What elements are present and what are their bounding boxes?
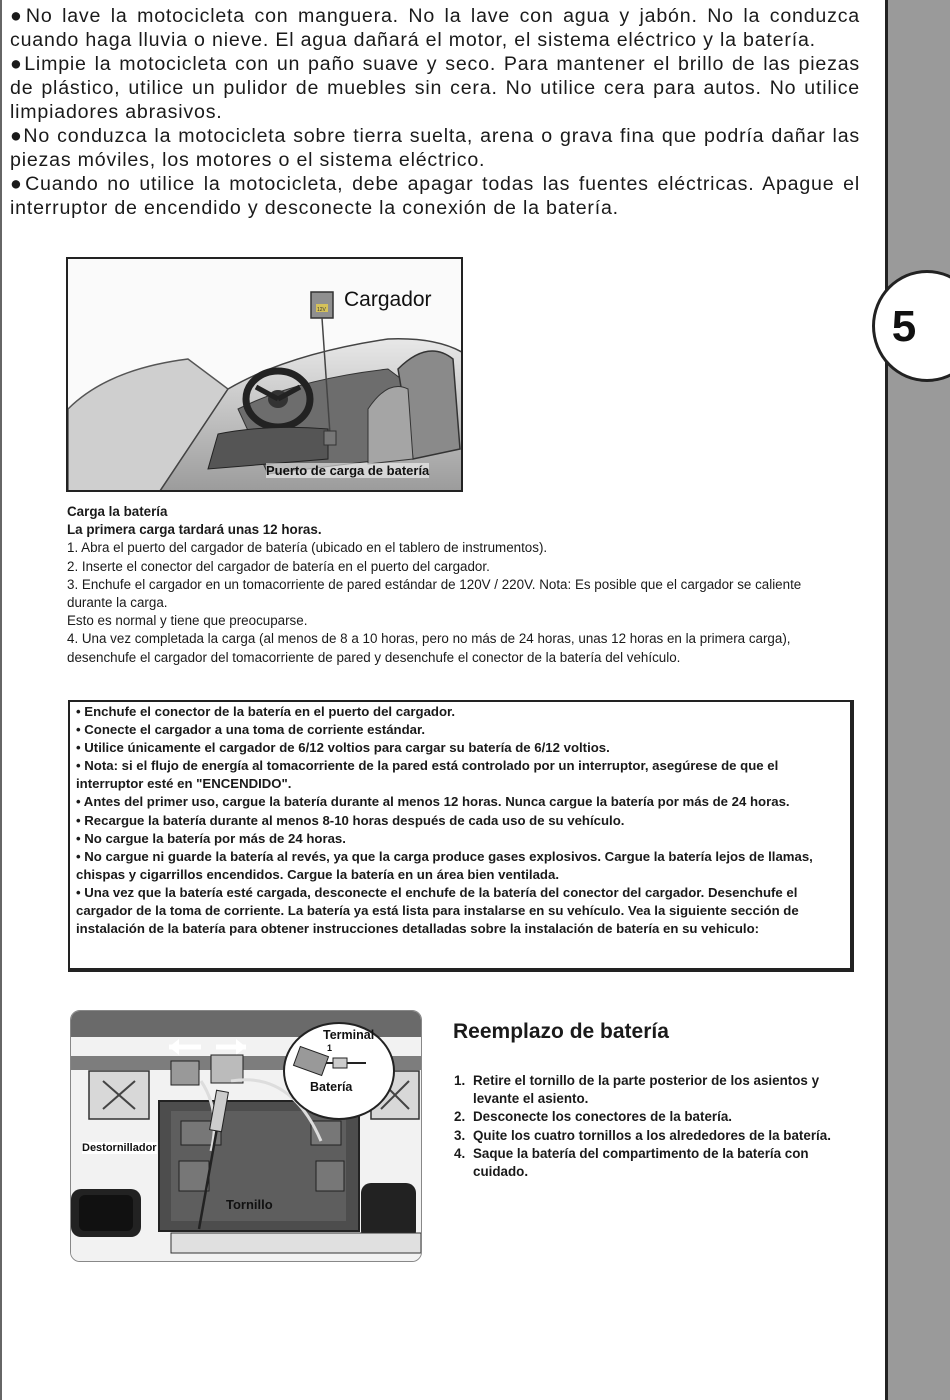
charging-step: 1. Abra el puerto del cargador de batería (ubicado en el tablero de instrumentos). [67, 540, 548, 556]
charging-subtitle: La primera carga tardará unas 12 horas. [67, 522, 322, 538]
step-text: Quite los cuatro tornillos a los alrededores de la batería. [473, 1127, 831, 1143]
terminal-label: Terminal [323, 1028, 375, 1042]
battery-replacement-figure [70, 1010, 422, 1262]
charging-port-label: Puerto de carga de batería [266, 463, 430, 478]
screw-label: Tornillo [226, 1197, 273, 1212]
screwdriver-label: Destornillador [82, 1142, 157, 1154]
charging-title: Carga la batería [67, 504, 168, 519]
step-number: 4. [454, 1145, 466, 1161]
warning-item: • No cargue ni guarde la batería al revés, ya que la carga produce gases explosivos. Cargue la batería lejos de llamas, chispas y cigarrillos encendidos. Cargue la batería en un área bien ventilada. [76, 848, 813, 882]
warning-item: • Antes del primer uso, cargue la batería durante al menos 12 horas. Nunca cargue la batería por más de 24 horas. [76, 794, 790, 810]
warning-item: • Utilice únicamente el cargador de 6/12 voltios para cargar su batería de 6/12 voltios. [76, 740, 610, 756]
charging-instructions [67, 503, 847, 667]
warning-item: • Recargue la batería durante al menos 8-10 horas después de cada uso de su vehículo. [76, 812, 625, 828]
charger-tag: 12V [317, 307, 326, 313]
step-number: 2. [454, 1109, 466, 1125]
warning-item: • Conecte el cargador a una toma de corriente estándar. [76, 722, 426, 738]
page-side-bar [885, 0, 950, 1400]
intro-text [10, 4, 860, 220]
charging-step: 2. Inserte el conector del cargador de batería en el puerto del cargador. [67, 558, 490, 574]
step-text: Retire el tornillo de la parte posterior de los asientos y levante el asiento. [473, 1073, 820, 1107]
charger-figure [66, 257, 463, 492]
charger-label: Cargador [344, 288, 432, 311]
intro-paragraph: ●No conduzca la motocicleta sobre tierra suelta, arena o grava fina que podría dañar las piezas móviles, los motores o el sistema eléctrico. [10, 125, 860, 171]
bateria-label: Batería [310, 1080, 353, 1094]
warning-item: • Enchufe el conector de la batería en el puerto del cargador. [76, 704, 456, 719]
step-text: Saque la batería del compartimento de la batería con cuidado. [473, 1145, 809, 1180]
replacement-step [454, 1145, 844, 1181]
step-text: Desconecte los conectores de la batería. [473, 1109, 732, 1125]
charging-step: 4. Una vez completada la carga (al menos de 8 a 10 horas, pero no más de 24 horas, unas 12 horas en la primera carga), desenchufe el cargador del tomacorriente de pared y desenchufe el conector de la batería del vehículo. [67, 631, 791, 665]
warning-item: • Nota: si el flujo de energía al tomacorriente de la pared está controlado por un interruptor, asegúrese de que el interruptor esté en "ENCENDIDO". [76, 758, 779, 792]
left-margin-rule [0, 0, 2, 1400]
charging-step: 3. Enchufe el cargador en un tomacorriente de pared estándar de 120V / 220V. Nota: Es posible que el cargador se caliente durante la carga. [67, 576, 802, 611]
charging-warnings-box [68, 700, 854, 972]
charging-note: Esto es normal y tiene que preocuparse. [67, 613, 308, 629]
battery-replacement-title: Reemplazo de batería [453, 1020, 669, 1043]
replacement-step [454, 1108, 844, 1126]
replacement-step [454, 1072, 844, 1108]
replacement-step [454, 1127, 844, 1145]
intro-paragraph: ●No lave la motocicleta con manguera. No la lave con agua y jabón. No la conduzca cuando haga lluvia o nieve. El agua dañará el motor, el sistema eléctrico y la batería. [10, 5, 860, 51]
intro-paragraph: ●Cuando no utilice la motocicleta, debe apagar todas las fuentes eléctricas. Apague el interruptor de encendido y desconecte la conexión de la batería. [10, 173, 860, 219]
battery-replacement-steps [454, 1072, 844, 1181]
battery-compartment-illustration [71, 1011, 421, 1261]
warning-item: • No cargue la batería por más de 24 horas. [76, 830, 346, 846]
step-number: 3. [454, 1127, 466, 1143]
page-number: 5 [891, 302, 917, 351]
battery-label: Battery [108, 1163, 148, 1177]
terminal-number: 1 [327, 1043, 333, 1053]
intro-paragraph: ●Limpie la motocicleta con un paño suave y seco. Para mantener el brillo de las piezas de plástico, utilice un pulidor de muebles sin cera. No utilice cera para autos. No utilice limpiadores abrasivos. [10, 53, 860, 123]
warning-item: • Una vez que la batería esté cargada, desconecte el enchufe de la batería del conector del cargador. Desenchufe el cargador de la toma de corriente. La batería ya está lista para instalarse en su vehículo. Vea la siguiente sección de instalación de la batería para obtener instrucciones detalladas sobre la instalación de batería en su vehiculo: [76, 884, 799, 937]
step-number: 1. [454, 1073, 466, 1088]
